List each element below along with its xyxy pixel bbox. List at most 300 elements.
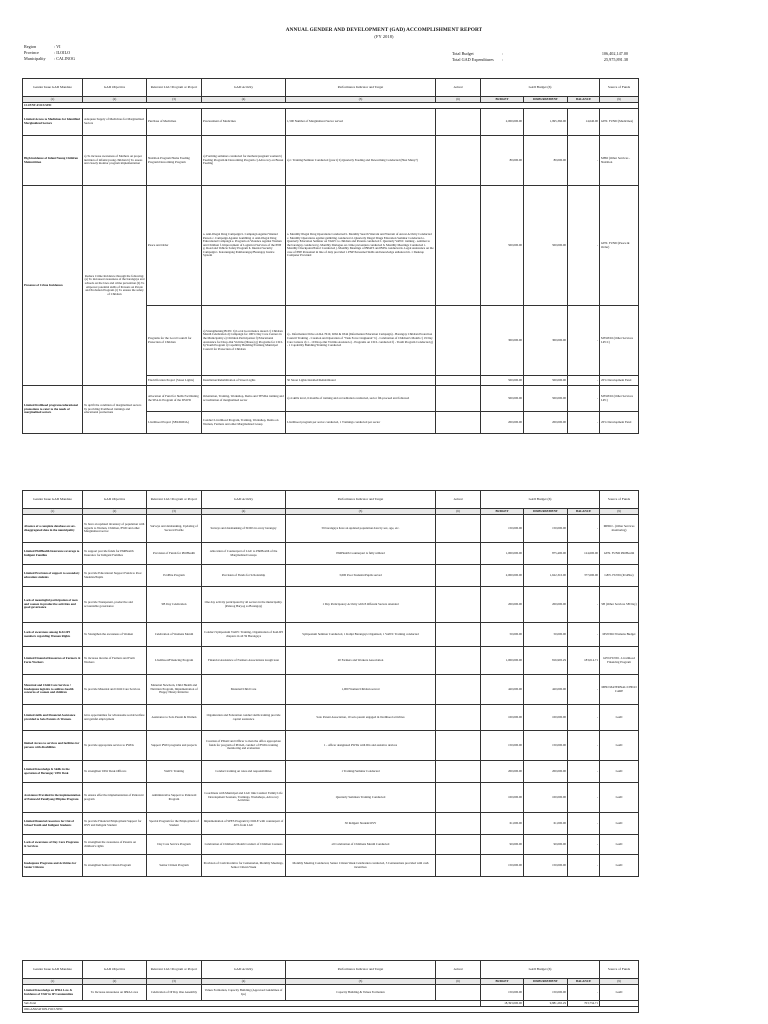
cell-program: Maternal Newborn, Child Health and Nutrition Program, Implementation of Happy Ninety Initiative xyxy=(147,675,202,705)
cell-activity: Financial Assistance of Farmers Associations trough loan xyxy=(202,647,286,675)
cell-balance: - xyxy=(568,761,600,783)
cell-budget: 61,000.00 xyxy=(481,813,524,835)
cell-actual xyxy=(436,813,481,835)
col-num: (5) xyxy=(286,509,436,515)
cell-issue: Limited Knowledge & Skills in the operation of Barangay VAW Desk xyxy=(23,761,83,783)
cell-actual xyxy=(436,587,481,623)
section-label-client-focused: CLIENT-FOCUSED xyxy=(23,103,639,109)
cell-balance: - xyxy=(568,855,600,877)
cell-source: GAD xyxy=(600,705,639,731)
cell-issue: Limited Provision of support to secondary education students xyxy=(23,565,83,587)
cell-source: MSWDO (Other Services LPCC) xyxy=(600,306,639,376)
cell-disbursement: 200,000.00 xyxy=(524,587,568,623)
cell-issue: Presence of Crime Incidences xyxy=(23,186,83,386)
cell-activity: Orientation, Training, Workshop, Demo and TESDA training and accreditation of marginalized sector xyxy=(202,386,286,412)
cell-disbursement: 150,000.00 xyxy=(524,985,568,1001)
table-row xyxy=(23,985,639,1001)
col-header-actual: Actual xyxy=(436,79,481,97)
cell-source: GAD xyxy=(600,855,639,877)
cell-indicator: Quarterly Seminars Training Conducted xyxy=(286,783,436,813)
cell-disbursement: 420,000.00 xyxy=(524,675,568,705)
cell-program: Celebration of IP Day One Assembly xyxy=(147,985,202,1001)
col-header-source: Source of Funds xyxy=(600,79,639,97)
cell-actual xyxy=(436,623,481,647)
cell-disbursement: 200,000.00 xyxy=(524,761,568,783)
cell-program: Celebration of Womens Month xyxy=(147,623,202,647)
cell-activity: One day activity participated by all sectors in the municipality. (Palarog Baryog sa Barangay) xyxy=(202,587,286,623)
cell-actual xyxy=(436,731,481,761)
cell-disbursement: 500,000.00 xyxy=(524,386,568,412)
col-num: (3) xyxy=(147,97,202,103)
cell-issue: Limited Knowledge on IPRA Law & Incidence of VAW in IP Communities xyxy=(23,985,83,1001)
cell-objective: To provide Financial Employment Support for OSY and Indigent Student xyxy=(83,813,147,835)
cell-actual xyxy=(436,543,481,565)
col-header-actual: Actual xyxy=(436,491,481,509)
cell-objective: Adequate Supply of Medicines for Marginalized Sectors xyxy=(83,109,147,136)
cell-program: Senior Citizen Program xyxy=(147,855,202,877)
cell-indicator: 1 Day Participatory Activity with 8 different Sectors attended xyxy=(286,587,436,623)
cell-disbursement: 1,995,360.00 xyxy=(524,109,568,136)
table-row xyxy=(23,675,639,705)
cell-budget: 100,000.00 xyxy=(481,705,524,731)
cell-program: Administrative Support to Pantawid Program xyxy=(147,783,202,813)
cell-activity: Surveys and databanking of SDD's in every barangay xyxy=(202,515,286,543)
cell-source: MHO (Other Services - Nutrition xyxy=(600,136,639,186)
cell-indicator: Capacity Building & Values Formation xyxy=(286,985,436,1001)
table-row xyxy=(23,543,639,565)
cell-actual xyxy=(436,647,481,675)
col-disbursement: DISBURSEMENT xyxy=(524,979,568,985)
cell-disbursement: 1,622,310.00 xyxy=(524,565,568,587)
cell-balance: - xyxy=(568,731,600,761)
cell-program: Peace and Order xyxy=(147,186,202,306)
col-disbursement: DISBURSEMENT xyxy=(524,97,568,103)
section2-rows xyxy=(23,515,639,877)
cell-indicator: Symposium Seminar Conducted, 1 Kalipi Barangays Organized, 1 VAWC Training conducted xyxy=(286,623,436,647)
col-num: (4) xyxy=(202,979,286,985)
col-header-indicator: Performance Indicator and Target xyxy=(286,491,436,509)
cell-source: MSWDO (Other Services LPC) xyxy=(600,386,639,412)
cell-program: Programs for the Local Council for Protection of Children xyxy=(147,306,202,376)
cell-program: Livelihood/Financing Program xyxy=(147,647,202,675)
col-num: (6) xyxy=(436,979,481,985)
col-num: (9) xyxy=(600,509,639,515)
region-label: Region xyxy=(24,44,37,49)
cell-disbursement: 300,000.00 xyxy=(524,306,568,376)
cell-actual xyxy=(436,186,481,306)
colon: : xyxy=(502,57,504,62)
cell-balance: - xyxy=(568,705,600,731)
cell-disbursement: 100,000.00 xyxy=(524,705,568,731)
cell-disbursement: 100,000.00 xyxy=(524,783,568,813)
cell-budget: 500,000.00 xyxy=(481,376,524,386)
table-row xyxy=(23,136,639,186)
cell-program: Surveys and databanking, Updating of Sectoral Profile xyxy=(147,515,202,543)
cell-budget: 500,000.00 xyxy=(481,386,524,412)
province-label: Province xyxy=(24,50,39,55)
col-num: (6) xyxy=(436,509,481,515)
cell-objective: To provide Maternal and Child Care Services xyxy=(83,675,147,705)
cell-actual xyxy=(436,675,481,705)
total-budget-label: Total Budget xyxy=(452,51,474,56)
col-balance: BALANCE xyxy=(568,509,600,515)
cell-budget: 2,000,000.00 xyxy=(481,565,524,587)
col-header-source: Source of Funds xyxy=(600,961,639,979)
cell-activity: Maternal/Child Care xyxy=(202,675,286,705)
cell-activity: a) Forming seminars conducted for mothers/pregnant women b) Feeding Program & Deworming Program c) Advocacy on Breast Feeding xyxy=(202,136,286,186)
cell-program: Provision of Funds for PhilHealth xyxy=(147,543,202,565)
cell-objective: Reduce Crime Incidence through the following: (a) To increased awareness of the barangays and schools on the laws and crime prevention (b) To empower potential skills of Persons on Parole and Probation Program (c) To ensure the safety of Children xyxy=(83,186,147,386)
col-header-issue: Gender Issue GAD Mandate xyxy=(23,491,83,509)
col-num: (2) xyxy=(83,509,147,515)
cell-balance: - xyxy=(568,306,600,376)
total-gad-label: Total GAD Expenditures xyxy=(452,57,494,62)
col-header-program: Relevant LGU Program or Project xyxy=(147,491,202,509)
cell-indicator: a) 4 skills level, 6 months of training and accreditation conducted, sector fill-proceed and followed xyxy=(286,386,436,412)
table-row xyxy=(23,761,639,783)
cell-issue: Assistance Provided in the implementation of Pantawid Pamilyang Pilipino Program xyxy=(23,783,83,813)
cell-indicator: a) 1 Training/Seminar Conducted (year1) b) Quarterly Feeding and Deworming Conducted (Host Many?) xyxy=(286,136,436,186)
cell-source: GAD xyxy=(600,761,639,783)
cell-issue: Limited skills and Financial Assistance provided to Solo Parents & Women. xyxy=(23,705,83,731)
cell-indicator: 1 Training/Seminar Conducted xyxy=(286,761,436,783)
cell-source: SB (Other Services SB Day) xyxy=(600,587,639,623)
col-num: (3) xyxy=(147,509,202,515)
cell-budget: 200,000.00 xyxy=(481,587,524,623)
cell-budget: 200,000.00 xyxy=(481,412,524,434)
report-title: ANNUAL GENDER AND DEVELOPMENT (GAD) ACCOMPLISHMENT REPORT xyxy=(285,27,483,33)
cell-objective: To provide Educational Support Funds to Poor Students/Pupils xyxy=(83,565,147,587)
cell-balance: - xyxy=(568,587,600,623)
cell-budget: 150,000.00 xyxy=(481,731,524,761)
cell-activity: Provision of Funds for Scholarship xyxy=(202,565,286,587)
col-header-program: Relevant LGU Program or Project xyxy=(147,961,202,979)
col-header-gad-budget: GAD Budget (6) xyxy=(481,961,600,979)
cell-actual xyxy=(436,306,481,376)
cell-activity: Procurement of Medicines xyxy=(202,109,286,136)
cell-objective: To uplift the condition of marginalized sectors by providing livelihood trainings and educational promotions xyxy=(83,386,147,434)
cell-source: MHO MATERNAL/CHILD CARE xyxy=(600,675,639,705)
cell-indicator: a) - Information Drive on RA 7610, 9262 & 9344 (Information Education Campaign) - Barangay Children Protection Council Training - Creation and Operation of "Task Force Lingkuran" b) - Celebration of Children's Month c) 19 Day Care Centers d) 1 - 10 Drop-Out Victims Assisted e) - Programs on CICL conducted f) - Youth Program Conducted g) - 1 Capability Building/Training Conducted xyxy=(286,306,436,376)
col-num: (1) xyxy=(23,97,83,103)
cell-disbursement: 200,000.00 xyxy=(524,412,568,434)
total-gad-value: 25,975,891.38 xyxy=(603,57,628,62)
col-num: (2) xyxy=(83,97,147,103)
cell-budget: 150,000.00 xyxy=(481,985,524,1001)
cell-objective: To strengthen the awareness of Parents on children's rights xyxy=(83,835,147,855)
col-num: (1) xyxy=(23,509,83,515)
col-num: (5) xyxy=(286,979,436,985)
table-row xyxy=(23,623,639,647)
colon: : xyxy=(502,51,504,56)
col-header-gad-budget: GAD Budget (6) xyxy=(481,79,600,97)
cell-objective: To strengthen Senior Citizen Program xyxy=(83,855,147,877)
table-row xyxy=(23,731,639,761)
cell-objective: To Increase Awareness on IPRA Laws xyxy=(83,985,147,1001)
cell-issue: Limited Financial Resources of Farmers & Farm Workers xyxy=(23,647,83,675)
cell-program: VAWC Training xyxy=(147,761,202,783)
col-header-activity: GAD Activity xyxy=(202,491,286,509)
col-header-actual: Actual xyxy=(436,961,481,979)
col-num: (3) xyxy=(147,979,202,985)
cell-indicator: PhilHealth Counterpart is fully utilized xyxy=(286,543,436,565)
cell-issue: Limited financial resources for Out of School Youth and Indigent Students xyxy=(23,813,83,835)
cell-source: MSWDO Womens Budget xyxy=(600,623,639,647)
col-header-objective: GAD Objective xyxy=(83,79,147,97)
table-row xyxy=(23,515,639,543)
cell-disbursement: 500,000.00 xyxy=(524,186,568,306)
cell-source: GEN. FUND (Peace & Order) xyxy=(600,186,639,306)
cell-program: Allocation of Fund for Skills Facilitating the SEA-K Program of the DSWD xyxy=(147,386,202,412)
cell-actual xyxy=(436,386,481,412)
cell-actual xyxy=(436,515,481,543)
cell-actual xyxy=(436,985,481,1001)
cell-issue: limited Access to services and facilities for persons with disabilities xyxy=(23,731,83,761)
table-row xyxy=(23,186,639,306)
cell-balance: - xyxy=(568,386,600,412)
cell-activity: Allocation of Counterpart of LGU to PhilHealth of the Marginalized Groups xyxy=(202,543,286,565)
municipality-label: Municipality xyxy=(24,56,46,61)
cell-program: Nutrition Program Home Feeding Program Deworming Program xyxy=(147,136,202,186)
cell-program: Support PWD programs and projects xyxy=(147,731,202,761)
cell-program: PcsPhre Program xyxy=(147,565,202,587)
cell-actual xyxy=(436,376,481,386)
cell-objective: To provide Transparent, productive and accountable governance xyxy=(83,587,147,623)
cell-source: GAD xyxy=(600,783,639,813)
cell-activity: Creation of PDAO and Officer to man the office appropriate funds for program of PDAO, conduct of PWDs training monitoring and evaluation xyxy=(202,731,286,761)
col-budget: BUDGET xyxy=(481,979,524,985)
cell-balance: - xyxy=(568,835,600,855)
cell-activity: a. Anti-Illegal Drug Campaign b. Campaign Against Wanted Person c. Campaign Against Gambling d. Anti-Illegal Drug Educational Campaign e. Program on Violence Against Women and Children f. Improvement of Logistical Services of the PNP g. Road and Vehicle Safety Program h. Internal Security Campaign i. Katarungang Pambarangay/Barangay Justice System xyxy=(202,186,286,306)
cell-budget: 150,000.00 xyxy=(481,515,524,543)
table-row xyxy=(23,835,639,855)
cell-activity: Values Formation, Capacity Building (Approved Guidelines of Ips) xyxy=(202,985,286,1001)
col-disbursement: DISBURSEMENT xyxy=(524,509,568,515)
cell-activity: Conduct training on roles and responsibilities xyxy=(202,761,286,783)
cell-balance: - xyxy=(568,412,600,434)
cell-program: Electrification Project (Street Lights) xyxy=(147,376,202,386)
col-num: (9) xyxy=(600,979,639,985)
col-header-activity: GAD Activity xyxy=(202,961,286,979)
cell-balance: - xyxy=(568,813,600,835)
table-row xyxy=(23,783,639,813)
table-row xyxy=(23,813,639,835)
col-num: (2) xyxy=(83,979,147,985)
col-num: (4) xyxy=(202,509,286,515)
cell-issue: Absence of a complete database on sex-disaggregated data in the municipality xyxy=(23,515,83,543)
col-header-issue: Gender Issue GAD Mandate xyxy=(23,79,83,97)
cell-budget: 200,000.00 xyxy=(481,761,524,783)
cell-objective: To provide appropriate service to PWDs xyxy=(83,731,147,761)
cell-objective: To support provide funds for PhilHealth Insurance for Indigent Families xyxy=(83,543,147,565)
col-header-objective: GAD Objective xyxy=(83,961,147,979)
cell-issue: Lack of awareness of Day Care Programs & Services xyxy=(23,835,83,855)
cell-balance: 377,690.00 xyxy=(568,565,600,587)
cell-actual xyxy=(436,136,481,186)
cell-source: MPDO - (Other Services monitoring) xyxy=(600,515,639,543)
cell-objective: a) To increase awareness of Mothers on proper nutrition of infants/young children b) To assess and closely monitor program implementation xyxy=(83,136,147,186)
table-row xyxy=(23,109,639,136)
cell-balance: - xyxy=(568,376,600,386)
cell-balance: 14,640.00 xyxy=(568,109,600,136)
table-row xyxy=(23,705,639,731)
cell-actual xyxy=(436,835,481,855)
cell-budget: 300,000.00 xyxy=(481,306,524,376)
cell-activity: Organization and Federation conduct skills training provide capital assistance xyxy=(202,705,286,731)
col-header-source: Source of Funds xyxy=(600,491,639,509)
cell-actual xyxy=(436,412,481,434)
cell-balance: 124,600.00 xyxy=(568,543,600,565)
cell-budget: 150,000.00 xyxy=(481,855,524,877)
col-header-indicator: Performance Indicator and Target xyxy=(286,961,436,979)
col-num: (9) xyxy=(600,97,639,103)
cell-budget: 100,000.00 xyxy=(481,783,524,813)
cell-actual xyxy=(436,783,481,813)
cell-balance: - xyxy=(568,985,600,1001)
cell-indicator: Livelihood program per sector conducted, 1 Trainings conducted per sector xyxy=(286,412,436,434)
cell-source: GAD xyxy=(600,835,639,855)
subtotal-budget: 18,393,000.00 xyxy=(481,1001,524,1007)
cell-actual xyxy=(436,855,481,877)
cell-budget: 90,000.00 xyxy=(481,835,524,855)
cell-disbursement: 50,000.00 xyxy=(524,623,568,647)
cell-disbursement: 61,000.00 xyxy=(524,813,568,835)
cell-issue: Limited PhilHealth Insurance coverage to Indigent Families xyxy=(23,543,83,565)
gad-table-1 xyxy=(22,78,639,434)
cell-balance: - xyxy=(568,186,600,306)
cell-indicator: 1 - officer designated PWDs with IDs and assistive devices xyxy=(286,731,436,761)
cell-budget: 1,000,000.00 xyxy=(481,647,524,675)
cell-balance: - xyxy=(568,515,600,543)
table-row xyxy=(23,565,639,587)
cell-issue: Limited Access to Medicines for Identified Marginalized Sectors xyxy=(23,109,83,136)
cell-program: SB Day Celebration xyxy=(147,587,202,623)
col-header-indicator: Performance Indicator and Target xyxy=(286,79,436,97)
cell-actual xyxy=(436,705,481,731)
cell-issue: Maternal and Child Care Services • Inadequate logistics to address health concerns of women and children xyxy=(23,675,83,705)
cell-disbursement: 150,000.00 xyxy=(524,855,568,877)
cell-budget: 1,000,000.00 xyxy=(481,543,524,565)
cell-budget: 80,000.00 xyxy=(481,136,524,186)
subtotal-label: Sub-Total xyxy=(23,1001,481,1007)
cell-indicator: Monthly Meeting Conducted, Senior Citizen Week Celebration conducted, 3 Centenarians provided with cash incentives xyxy=(286,855,436,877)
cell-activity: Conduct Symposium VAWC Training, Organization of KALIPI chapters in all 59 Barangays xyxy=(202,623,286,647)
col-num: (1) xyxy=(23,979,83,985)
cell-indicator: all Celebration of Childrens Month Conducted xyxy=(286,835,436,855)
cell-actual xyxy=(436,109,481,136)
cell-issue: Limited livelihood programs/educational promotions to cater to the needs of marginalized sectors xyxy=(23,386,83,434)
cell-program: Special Program for the Employment of Student xyxy=(147,813,202,835)
total-budget-value: 106,402,147.00 xyxy=(601,51,628,56)
section-label-organization-focused: ORGANIZATION-FOCUSED xyxy=(23,1007,639,1013)
col-balance: BALANCE xyxy=(568,97,600,103)
cell-disbursement: 816,995.29 xyxy=(524,647,568,675)
cell-objective: Give opportunities for wholesome social/welfare and gainful employment xyxy=(83,705,147,731)
col-num: (5) xyxy=(286,97,436,103)
cell-activity: Provision of Cash Incentive for Centenarian, Monthly Meetings, Senior Citizen Week xyxy=(202,855,286,877)
cell-indicator: a. Monthly Illegal Drug Operations Conducted b. Monthly Search Warrant and Warrant of Arrest Activity Conducted c. Monthly Operations against gambling conducted d. Quarterly Illegal Drugs Education Seminar Conducted e. Quarterly Education Seminar on VAWC to children and Parents conducted f. Quarterly VAWC training - seminar to the barangay conducted g. Monthly Dialogue on crime prevention conducted h. Monthly Meetings Conducted i. Monthly Checkpoint/Patrol Conducted j. Monthly Meetings of BPATS and BINs conducted k. Legal Assistance on the case of PNP Personnel in line of duty provided l. PNP Personnel Skills and knowledge enhanced m. 1 Desktop Computer Provided xyxy=(286,186,436,306)
gad-table-3 xyxy=(22,960,639,1013)
cell-actual xyxy=(436,565,481,587)
col-budget: BUDGET xyxy=(481,509,524,515)
cell-activity: Celebration of Children's Month Conduct of Children Contests xyxy=(202,835,286,855)
cell-source: GAD xyxy=(600,985,639,1001)
cell-objective: To Strengthen the awareness of Women xyxy=(83,623,147,647)
cell-source: GEN. FUND (Medicines) xyxy=(600,109,639,136)
cell-indicator: 30 Indigent Student/OSY xyxy=(286,813,436,835)
cell-issue: Lack of awareness among KALIPI members regarding Women Rights xyxy=(23,623,83,647)
subtotal-disbursement: 9,881,265.29 xyxy=(524,1001,568,1007)
cell-disbursement: 150,000.00 xyxy=(524,515,568,543)
cell-objective: To ensure effective implementation of Pantawid program xyxy=(83,783,147,813)
province-value: : ILOILO xyxy=(54,50,71,55)
cell-activity: a) Strengthening BCPC b) Local Governance Award c) Children Month Celebration d) Campaign for 100% Day Care Centers in the Municipality e) Children Participation f) Educational Assistance for Drop-Out Victims (Illness) g) Programs for CICL h) Youth Program i) Capability Building/Training Municipal Council for Protection of Children xyxy=(202,306,286,376)
cell-program: Day Care Service Program xyxy=(147,835,202,855)
cell-indicator: 1,000 Women/Children served xyxy=(286,675,436,705)
cell-source: 20% Development Fund xyxy=(600,412,639,434)
cell-activity: Installation/Rehabilitation of Street Lights xyxy=(202,376,286,386)
region-value: : VI xyxy=(54,44,61,49)
gad-table-2 xyxy=(22,490,639,877)
cell-program: Assistance to Solo Parent & Women xyxy=(147,705,202,731)
table-row xyxy=(23,386,639,412)
cell-source: GAD xyxy=(600,731,639,761)
cell-source: GEN. FUND (PcsPhre) xyxy=(600,565,639,587)
col-header-issue: Gender Issue GAD Mandate xyxy=(23,961,83,979)
cell-balance: - xyxy=(568,783,600,813)
municipality-value: : CALINOG xyxy=(54,56,76,61)
table-row xyxy=(23,647,639,675)
cell-source: GEN. FUND PhilHealth xyxy=(600,543,639,565)
cell-balance: 183,014.71 xyxy=(568,647,600,675)
cell-indicator: 20 Farmers and Workers Association xyxy=(286,647,436,675)
cell-objective: To strengthen VAW Desk Officers xyxy=(83,761,147,783)
cell-indicator: 1,500 Number of Marginalized Sector served xyxy=(286,109,436,136)
cell-program: Purchase of Medicines xyxy=(147,109,202,136)
cell-source: GEN.FUND - Livelihood Financing Program xyxy=(600,647,639,675)
cell-issue: High incidence of Infant/Young Children Malnutrition xyxy=(23,136,83,186)
report-year: (FY 2018) xyxy=(374,34,394,39)
cell-disbursement: 80,000.00 xyxy=(524,136,568,186)
cell-source: GAD xyxy=(600,813,639,835)
cell-activity: Implementation of SPES Program by DOLE with counterpart of 40% from LGU xyxy=(202,813,286,835)
cell-disbursement: 500,000.00 xyxy=(524,376,568,386)
col-balance: BALANCE xyxy=(568,979,600,985)
cell-program: Livelihood Project (SEKDODA) xyxy=(147,412,202,434)
cell-indicator: Solo Parent Association, 10 solo parent engaged in livelihood activities xyxy=(286,705,436,731)
cell-actual xyxy=(436,761,481,783)
subtotal-balance: 703,734.71 xyxy=(568,1001,600,1007)
cell-objective: To increase income of Farmers and Farm Workers xyxy=(83,647,147,675)
cell-objective: To have an updated inventory of population with regards to Women, Children, PWD and other Marginalized sector xyxy=(83,515,147,543)
cell-activity: Coordinate with Municipal and LGU link Conduct Family Life Development Sessions, Trainings, Workshops, Advocacy Activities xyxy=(202,783,286,813)
table-row xyxy=(23,587,639,623)
col-num: (6) xyxy=(436,97,481,103)
col-header-objective: GAD Objective xyxy=(83,491,147,509)
cell-disbursement: 90,000.00 xyxy=(524,835,568,855)
cell-disbursement: 150,000.00 xyxy=(524,731,568,761)
location-info xyxy=(24,44,75,62)
col-num: (4) xyxy=(202,97,286,103)
cell-balance: - xyxy=(568,675,600,705)
cell-indicator: 50 Street Lights Installed/Rehabilitated xyxy=(286,376,436,386)
cell-activity: Conduct Livelihood Program, Training, Workshop, Demo on Women, Farmers and other Marginalized Group xyxy=(202,412,286,434)
col-header-program: Relevant LGU Program or Project xyxy=(147,79,202,97)
cell-budget: 2,000,000.00 xyxy=(481,109,524,136)
cell-budget: 50,000.00 xyxy=(481,623,524,647)
col-header-activity: GAD Activity xyxy=(202,79,286,97)
cell-budget: 420,000.00 xyxy=(481,675,524,705)
